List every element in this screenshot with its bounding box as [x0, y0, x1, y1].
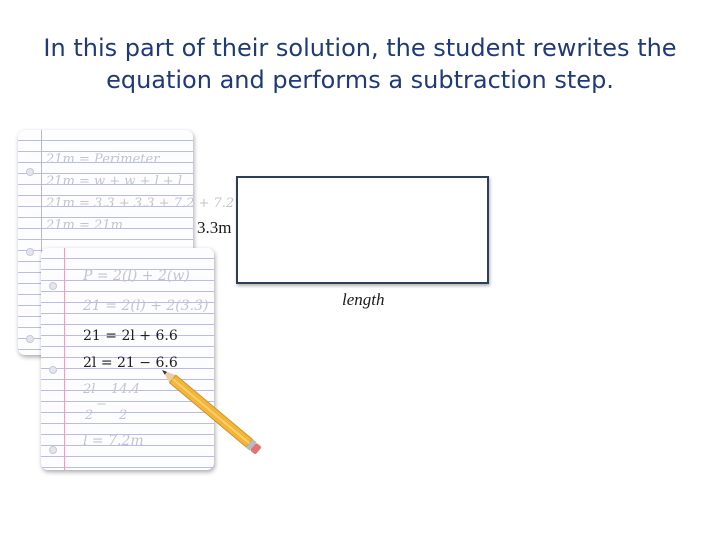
equation-line: 21m = 3.3 + 3.3 + 7.2 + 7.2: [46, 196, 235, 211]
length-label: length: [342, 290, 385, 309]
binder-hole: [26, 248, 34, 256]
fraction-numerator-left: 2l: [83, 382, 96, 397]
fraction-equals: =: [96, 396, 107, 411]
slide-title: [20, 32, 700, 96]
binder-hole: [49, 446, 57, 454]
binder-hole: [26, 335, 34, 343]
fraction-denominator-right: 2: [119, 408, 128, 423]
binder-hole: [49, 282, 57, 290]
width-label: 3.3m: [197, 218, 232, 237]
slide-title-line-1: In this part of their solution, the student rewrites the: [43, 34, 677, 62]
fraction-denominator-left: 2: [85, 408, 94, 423]
equation-line-current: 21 = 2l + 6.6: [83, 328, 178, 344]
fraction-numerator-right: 14.4: [111, 382, 140, 397]
rectangle-diagram: [236, 176, 489, 284]
equation-line: 21m = w + w + l + l: [46, 174, 183, 189]
equation-line: 21 = 2(l) + 2(3.3): [83, 298, 209, 314]
equation-line: 21m = Perimeter: [46, 152, 160, 167]
equation-line-current: 2l = 21 − 6.6: [83, 355, 178, 371]
slide-title-line-2: equation and performs a subtraction step.: [106, 66, 614, 94]
pencil-icon: [150, 360, 260, 460]
equation-line: 21m = 21m: [46, 218, 123, 233]
binder-hole: [26, 168, 34, 176]
equation-line: l = 7.2m: [83, 433, 144, 449]
equation-line: P = 2(l) + 2(w): [83, 268, 190, 284]
binder-hole: [49, 366, 57, 374]
